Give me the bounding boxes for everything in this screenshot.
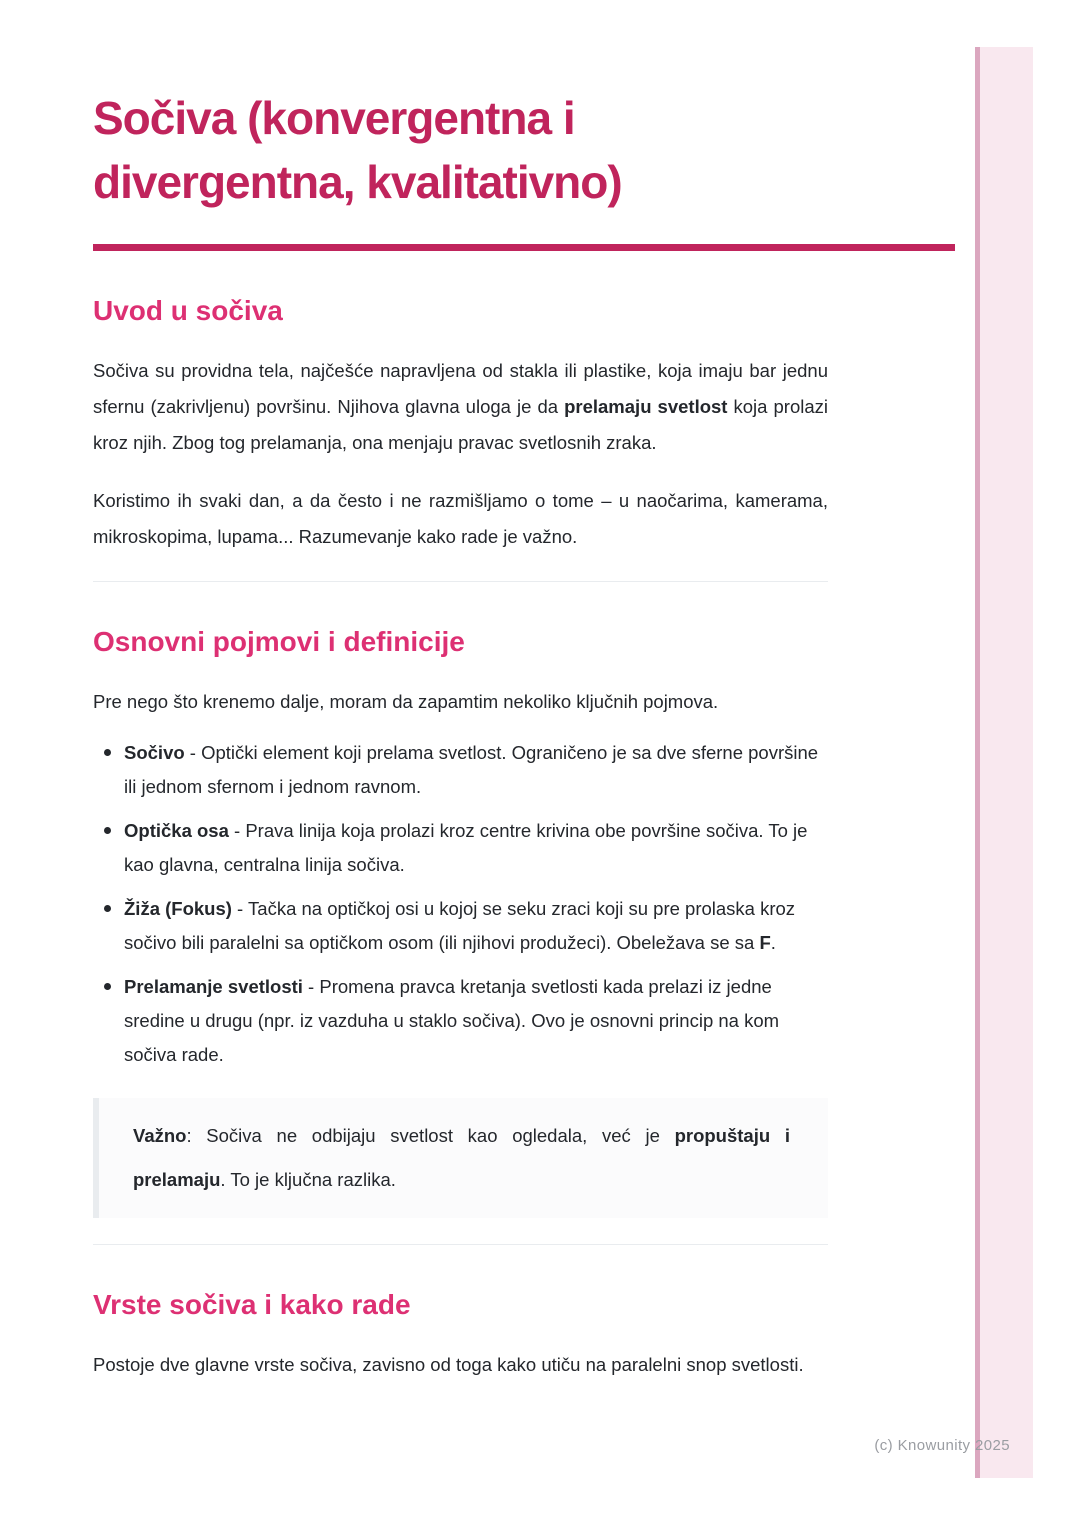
list-item-socivo [93, 736, 828, 804]
bullet-icon [104, 749, 111, 756]
list-item-text [124, 814, 828, 882]
text-segment-bold: propuštaju i prelamaju [133, 1125, 790, 1190]
section-uvod [93, 291, 828, 555]
term-bold: Žiža (Fokus) [124, 898, 232, 919]
document-content [93, 0, 828, 1383]
important-callout [93, 1098, 828, 1218]
section-heading-uvod: Uvod u sočiva [93, 295, 283, 326]
bullet-icon [104, 905, 111, 912]
list-item-text [124, 736, 828, 804]
text-segment: : Sočiva ne odbijaju svetlost kao ogledala, već je [186, 1125, 675, 1146]
term-definition: - Promena pravca kretanja svetlosti kada prelazi iz jedne sredine u drugu (npr. iz vazduha u staklo sočiva). Ovo je osnovni princip na kom sočiva rade. [124, 976, 780, 1065]
term-definition: - Tačka na optičkoj osi u kojoj se seku zraci koji su pre prolaska kroz sočivo bili paralelni sa optičkom osom (ili njihovi produžeci). Obeležava se sa [124, 898, 796, 953]
term-suffix-bold: F [759, 932, 771, 953]
term-bold: Prelamanje svetlosti [124, 976, 303, 997]
section-heading-vrste: Vrste sočiva i kako rade [93, 1289, 411, 1320]
callout-label: Važno [133, 1125, 187, 1146]
title-rule [93, 244, 955, 251]
paragraph-intro-1 [93, 353, 828, 461]
bullet-icon [104, 827, 111, 834]
section-heading-pojmovi: Osnovni pojmovi i definicije [93, 626, 465, 657]
term-definition: - Optički element koji prelama svetlost. Ograničeno je sa dve sferne površine ili jednom sfernom i jednom ravnom. [124, 742, 819, 797]
term-bold: Sočivo [124, 742, 185, 763]
list-item-text [124, 970, 828, 1072]
text-segment: . To je ključna razlika. [220, 1169, 396, 1190]
text-segment-bold: prelamaju svetlost [564, 396, 728, 417]
paragraph-vrste: Postoje dve glavne vrste sočiva, zavisno od toga kako utiču na paralelni snop svetlosti. [93, 1354, 804, 1375]
section-divider [93, 1244, 828, 1245]
page-title: Sočiva (konvergentna i divergentna, kvalitativno) [93, 92, 622, 208]
term-bold: Optička osa [124, 820, 229, 841]
right-accent-band [975, 47, 1033, 1478]
list-item-opticka-osa [93, 814, 828, 882]
section-divider [93, 581, 828, 582]
section-pojmovi [93, 622, 828, 1218]
copyright-footer: (c) Knowunity 2025 [874, 1437, 1010, 1454]
list-item-prelamanje [93, 970, 828, 1072]
list-item-ziza-fokus [93, 892, 828, 960]
paragraph-pojmovi-intro: Pre nego što krenemo dalje, moram da zapamtim nekoliko ključnih pojmova. [93, 691, 719, 712]
text-segment: Sočiva su providna tela, najčešće napravljena od stakla ili plastike, koja imaju bar jednu sfernu (zakrivljenu) površinu. Njihova glavna uloga je da [93, 360, 828, 417]
section-vrste [93, 1285, 828, 1383]
bullet-icon [104, 983, 111, 990]
callout-text [133, 1114, 790, 1202]
term-suffix: . [770, 932, 776, 953]
paragraph-intro-2: Koristimo ih svaki dan, a da često i ne razmišljamo o tome – u naočarima, kamerama, mikroskopima, lupama... Razumevanje kako rade je važno. [93, 490, 828, 547]
term-definition: - Prava linija koja prolazi kroz centre krivina obe površine sočiva. To je kao glavna, centralna linija sočiva. [124, 820, 808, 875]
text-segment: koja prolazi kroz njih. Zbog tog prelamanja, ona menjaju pravac svetlosnih zraka. [93, 396, 829, 453]
list-item-text [124, 892, 828, 960]
definitions-list [93, 736, 828, 1072]
